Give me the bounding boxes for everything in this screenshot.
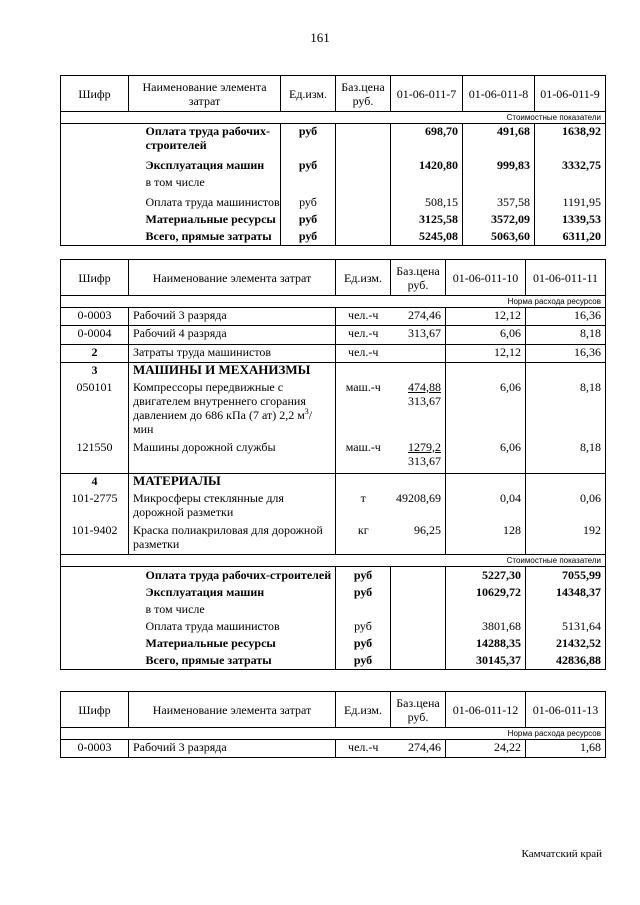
row-value: 14348,37 bbox=[526, 584, 606, 601]
header-code: Шифр bbox=[61, 76, 129, 112]
row-value: 12,12 bbox=[446, 308, 526, 326]
row-name: Оплата труда машинистов bbox=[145, 619, 280, 633]
table-row bbox=[61, 212, 606, 229]
row-unit: руб bbox=[281, 229, 336, 246]
cost-table-3 bbox=[60, 691, 606, 758]
cost-table-1 bbox=[60, 75, 606, 246]
table-row bbox=[61, 618, 606, 635]
cost-table-2 bbox=[60, 259, 606, 670]
row-unit: руб bbox=[336, 584, 391, 601]
row-value: 192 bbox=[526, 523, 606, 555]
section-label-norm: Норма расхода ресурсов bbox=[61, 728, 606, 740]
row-name: Эксплуатация машин bbox=[145, 157, 265, 172]
row-value: 8,18 bbox=[526, 440, 606, 474]
row-value: 6,06 bbox=[446, 380, 526, 440]
row-price: 274,46 bbox=[391, 740, 446, 758]
table-row bbox=[61, 175, 606, 195]
row-value: 1,68 bbox=[526, 740, 606, 758]
row-value: 6,06 bbox=[446, 440, 526, 474]
row-name: МАШИНЫ И МЕХАНИЗМЫ bbox=[129, 363, 336, 380]
row-name: Всего, прямые затраты bbox=[129, 652, 336, 670]
header-unit: Ед.изм. bbox=[336, 260, 391, 296]
table-row bbox=[61, 740, 606, 758]
header-column-1: 01-06-011-12 bbox=[446, 692, 526, 728]
row-value: 30145,37 bbox=[446, 652, 526, 670]
header-unit: Ед.изм. bbox=[336, 692, 391, 728]
row-value: 357,58 bbox=[463, 195, 535, 212]
row-name: Оплата труда машинистов bbox=[145, 194, 280, 209]
table-row bbox=[61, 363, 606, 380]
row-code: 0-0003 bbox=[61, 308, 129, 326]
row-value: 8,18 bbox=[526, 326, 606, 345]
table-header-row bbox=[61, 76, 606, 112]
row-unit: маш.-ч bbox=[336, 440, 391, 474]
row-name: МАТЕРИАЛЫ bbox=[129, 474, 336, 491]
header-column-1: 01-06-011-7 bbox=[391, 76, 463, 112]
row-value: 1339,53 bbox=[535, 212, 606, 229]
header-column-3: 01-06-011-9 bbox=[535, 76, 606, 112]
table-row bbox=[61, 601, 606, 618]
row-value: 3572,09 bbox=[463, 212, 535, 229]
header-name: Наименование элемента затрат bbox=[129, 692, 336, 728]
row-unit: т bbox=[360, 490, 366, 505]
row-price: 96,25 bbox=[391, 523, 446, 555]
row-name: Микросферы стеклянные для дорожной разметки bbox=[129, 491, 336, 523]
row-name: Эксплуатация машин bbox=[145, 585, 265, 599]
row-value: 1191,95 bbox=[535, 195, 606, 212]
row-price: 274,46 bbox=[391, 308, 446, 326]
header-unit: Ед.изм. bbox=[281, 76, 336, 112]
row-value: 42836,88 bbox=[526, 652, 606, 670]
section-label-norm: Норма расхода ресурсов bbox=[61, 296, 606, 308]
row-code: 121550 bbox=[61, 440, 129, 474]
row-value: 128 bbox=[446, 523, 526, 555]
header-column-2: 01-06-011-8 bbox=[463, 76, 535, 112]
header-code: Шифр bbox=[61, 260, 129, 296]
row-code: 2 bbox=[61, 345, 129, 363]
row-name: в том числе bbox=[145, 602, 205, 616]
row-value: 16,36 bbox=[526, 345, 606, 363]
row-name: Затраты труда машинистов bbox=[129, 345, 336, 363]
row-value: 21432,52 bbox=[526, 635, 606, 652]
page-number: 161 bbox=[310, 30, 330, 45]
footer-region: Камчатский край bbox=[521, 848, 602, 860]
row-unit: руб bbox=[336, 652, 391, 670]
row-price: 313,67 bbox=[391, 326, 446, 345]
row-value: 491,68 bbox=[463, 124, 535, 158]
row-unit: руб bbox=[336, 618, 391, 635]
table-row bbox=[61, 635, 606, 652]
row-value: 14288,35 bbox=[446, 635, 526, 652]
row-name: Оплата труда рабочих-строителей bbox=[145, 568, 332, 582]
table-row bbox=[61, 380, 606, 440]
row-value: 3332,75 bbox=[535, 158, 606, 175]
row-value: 8,18 bbox=[526, 380, 606, 440]
row-unit: руб bbox=[336, 635, 391, 652]
row-unit: чел.-ч bbox=[336, 326, 391, 345]
row-value: 5245,08 bbox=[391, 229, 463, 246]
row-value: 5227,30 bbox=[446, 567, 526, 585]
row-name: Компрессоры передвижные с двигателем внутреннего сгорания давлением до 686 кПа (7 ат) 2,2 $м^3$/мин bbox=[129, 380, 336, 440]
row-value: 24,22 bbox=[446, 740, 526, 758]
row-value: 3801,68 bbox=[446, 618, 526, 635]
row-price: 49208,69 bbox=[391, 491, 446, 523]
row-value: 0,06 bbox=[526, 491, 606, 523]
row-price: 1279,2 313,67 bbox=[391, 440, 446, 474]
row-value: 698,70 bbox=[391, 124, 463, 158]
table-row bbox=[61, 345, 606, 363]
row-value: 1420,80 bbox=[391, 158, 463, 175]
row-code: 0-0003 bbox=[61, 740, 129, 758]
header-price: Баз.цена руб. bbox=[391, 692, 446, 728]
row-price: 474,88 313,67 bbox=[391, 380, 446, 440]
row-unit: руб bbox=[281, 212, 336, 229]
row-name: Краска полиакриловая для дорожной разметки bbox=[129, 523, 336, 555]
row-value: 5131,64 bbox=[526, 618, 606, 635]
row-name: Оплата труда рабочих-строителей bbox=[145, 124, 270, 152]
row-name: в том числе bbox=[145, 174, 205, 189]
row-value: 508,15 bbox=[391, 195, 463, 212]
header-column-2: 01-06-011-13 bbox=[526, 692, 606, 728]
row-code: 101-9402 bbox=[61, 523, 129, 555]
row-code: 101-2775 bbox=[61, 491, 129, 523]
row-name: Всего, прямые затраты bbox=[129, 229, 281, 246]
table-row bbox=[61, 474, 606, 491]
row-code: 3 bbox=[61, 363, 129, 380]
header-code: Шифр bbox=[61, 692, 129, 728]
table-row bbox=[61, 440, 606, 474]
row-unit: маш.-ч bbox=[345, 379, 381, 394]
section-label-cost: Стоимостные показатели bbox=[61, 112, 606, 124]
row-name: Материальные ресурсы bbox=[145, 211, 276, 226]
row-unit: чел.-ч bbox=[336, 740, 391, 758]
table-row bbox=[61, 491, 606, 523]
table-header-row bbox=[61, 692, 606, 728]
table-row bbox=[61, 652, 606, 670]
row-value: 0,04 bbox=[446, 491, 526, 523]
table-row bbox=[61, 567, 606, 585]
header-name: Наименование элемента затрат bbox=[129, 260, 336, 296]
row-unit: руб bbox=[281, 195, 336, 212]
row-name: Материальные ресурсы bbox=[145, 636, 276, 650]
row-value: 16,36 bbox=[526, 308, 606, 326]
row-value: 5063,60 bbox=[463, 229, 535, 246]
row-name: Рабочий 3 разряда bbox=[129, 308, 336, 326]
row-value: 10629,72 bbox=[446, 584, 526, 601]
row-value: 1638,92 bbox=[535, 124, 606, 158]
table-row bbox=[61, 326, 606, 345]
header-price: Баз.цена руб. bbox=[336, 76, 391, 112]
table-row bbox=[61, 124, 606, 158]
row-unit: чел.-ч bbox=[348, 308, 379, 322]
row-value: 12,12 bbox=[446, 345, 526, 363]
table-row bbox=[61, 229, 606, 246]
header-column-1: 01-06-011-10 bbox=[446, 260, 526, 296]
table-row bbox=[61, 195, 606, 212]
row-unit: чел.-ч bbox=[336, 345, 391, 363]
row-unit: руб bbox=[336, 567, 391, 585]
header-name: Наименование элемента затрат bbox=[129, 76, 281, 112]
row-value: 3125,58 bbox=[391, 212, 463, 229]
row-value: 999,83 bbox=[463, 158, 535, 175]
header-column-2: 01-06-011-11 bbox=[526, 260, 606, 296]
row-code: 0-0004 bbox=[61, 326, 129, 345]
table-row bbox=[61, 584, 606, 601]
row-name: Рабочий 4 разряда bbox=[129, 326, 336, 345]
row-code: 050101 bbox=[61, 380, 129, 440]
table-header-row bbox=[61, 260, 606, 296]
row-value: 6,06 bbox=[446, 326, 526, 345]
table-row bbox=[61, 158, 606, 175]
section-label-cost: Стоимостные показатели bbox=[61, 555, 606, 567]
table-row bbox=[61, 523, 606, 555]
row-value: 7055,99 bbox=[526, 567, 606, 585]
row-name: Машины дорожной службы bbox=[129, 440, 336, 474]
row-value: 6311,20 bbox=[535, 229, 606, 246]
table-row bbox=[61, 308, 606, 326]
header-price: Баз.цена руб. bbox=[391, 260, 446, 296]
row-unit: руб bbox=[281, 158, 336, 175]
row-unit: кг bbox=[357, 522, 369, 537]
row-unit: руб bbox=[281, 124, 336, 158]
row-code: 4 bbox=[61, 474, 129, 491]
row-name: Рабочий 3 разряда bbox=[129, 740, 336, 758]
